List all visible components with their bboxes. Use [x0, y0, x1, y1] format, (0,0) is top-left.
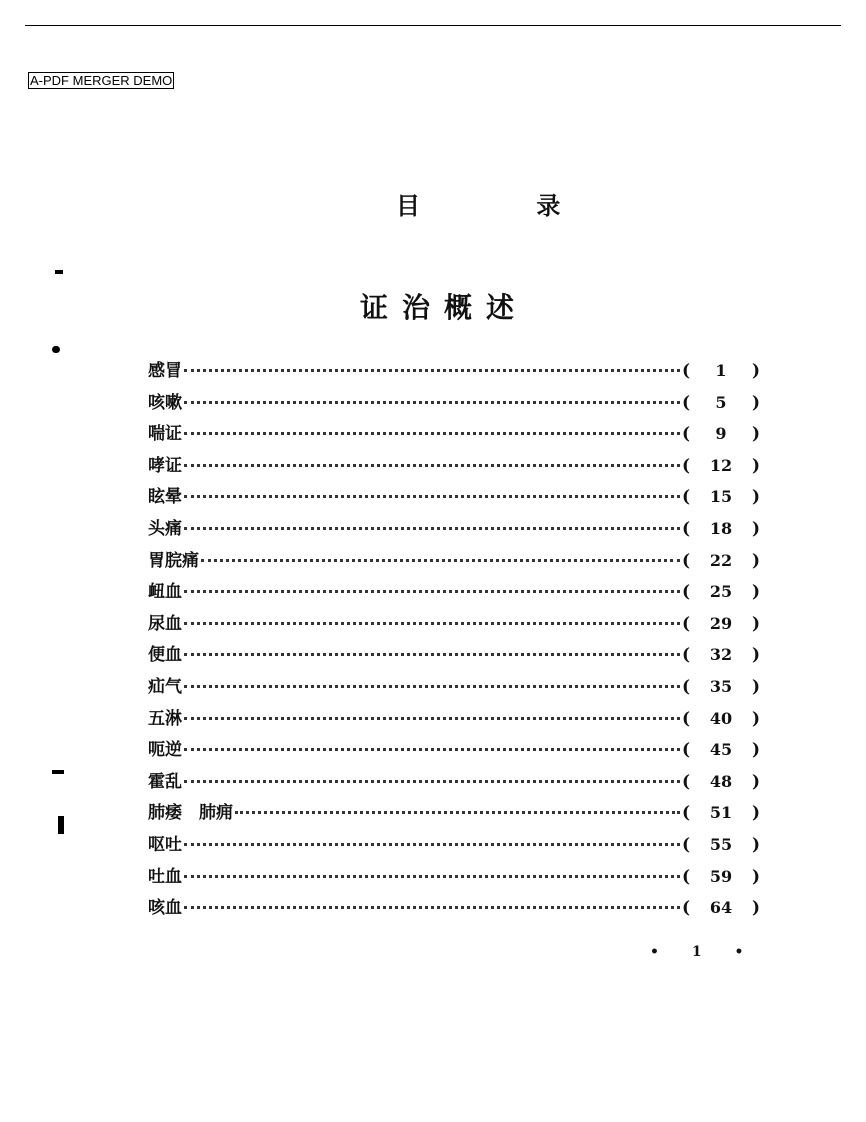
- toc-entry-title: 喘证: [148, 424, 182, 445]
- toc-entry-page: [682, 740, 760, 760]
- close-paren: ): [751, 487, 760, 508]
- toc-entry-title: 头痛: [148, 518, 182, 539]
- toc-entry[interactable]: [148, 893, 760, 925]
- toc-entry-title: 感冒: [148, 361, 182, 381]
- toc-entry-title: 尿血: [148, 613, 182, 634]
- close-paren: ): [751, 676, 760, 697]
- open-paren: (: [682, 361, 691, 381]
- close-paren: ): [751, 740, 760, 761]
- close-paren: ): [751, 866, 760, 887]
- dot-leader: [184, 621, 680, 625]
- toc-entry-page: [682, 645, 760, 665]
- toc-entry-page: [682, 614, 760, 634]
- open-paren: (: [682, 455, 691, 476]
- close-paren: ): [751, 361, 760, 381]
- toc-entry-title: 咳嗽: [148, 392, 182, 413]
- toc-entry-title: 哮证: [148, 455, 182, 476]
- open-paren: (: [682, 803, 691, 824]
- toc-page-number: 15: [709, 487, 733, 507]
- toc-entry[interactable]: [148, 640, 760, 672]
- toc-entry[interactable]: [148, 577, 760, 609]
- toc-entry[interactable]: [148, 862, 760, 894]
- dot-leader: [184, 526, 680, 530]
- toc-entry-page: [682, 456, 760, 476]
- open-paren: (: [682, 708, 691, 729]
- toc-page-number: 12: [709, 455, 733, 475]
- watermark-label: A-PDF MERGER DEMO: [30, 73, 173, 88]
- toc-entry[interactable]: [148, 482, 760, 514]
- toc-entry-title: 衄血: [148, 582, 182, 603]
- toc-entry-page: [682, 393, 760, 413]
- toc-page-number: 48: [709, 771, 733, 791]
- open-paren: (: [682, 676, 691, 697]
- table-of-contents: [148, 356, 760, 925]
- dot-leader: [235, 810, 680, 814]
- toc-entry-page: [682, 551, 760, 571]
- close-paren: ): [751, 645, 760, 666]
- toc-entry[interactable]: [148, 419, 760, 451]
- toc-entry[interactable]: [148, 451, 760, 483]
- toc-entry-title: 呕吐: [148, 834, 182, 855]
- toc-page-number: 40: [709, 708, 733, 728]
- open-paren: (: [682, 771, 691, 792]
- toc-entry-title: 眩晕: [148, 487, 182, 508]
- toc-entry-page: [682, 835, 760, 855]
- toc-page-number: 35: [709, 676, 733, 696]
- dot-leader: [184, 842, 680, 846]
- close-paren: ): [751, 803, 760, 824]
- close-paren: ): [751, 582, 760, 603]
- toc-page-number: 22: [709, 550, 733, 570]
- close-paren: ): [751, 455, 760, 476]
- page-title: 目 录: [396, 191, 615, 220]
- close-paren: ): [751, 834, 760, 855]
- toc-page-number: 29: [709, 613, 733, 633]
- toc-entry[interactable]: [148, 546, 760, 578]
- dot-leader: [184, 874, 680, 878]
- top-rule: [25, 25, 841, 26]
- toc-page-number: 64: [709, 898, 733, 918]
- toc-entry-title: 吐血: [148, 866, 182, 887]
- dot-leader: [184, 589, 680, 593]
- toc-entry-page: [682, 582, 760, 602]
- dot-leader: [184, 905, 680, 909]
- toc-entry[interactable]: [148, 798, 760, 830]
- dot-leader: [201, 558, 680, 562]
- open-paren: (: [682, 834, 691, 855]
- scan-speck: [58, 816, 64, 834]
- close-paren: ): [751, 550, 760, 571]
- open-paren: (: [682, 392, 691, 413]
- dot-leader: [184, 400, 680, 404]
- toc-page-number: 5: [715, 392, 727, 412]
- toc-entry-page: [682, 361, 760, 381]
- toc-page-number: 32: [709, 645, 733, 665]
- toc-entry-page: [682, 677, 760, 697]
- scan-speck: [55, 270, 63, 274]
- close-paren: ): [751, 392, 760, 413]
- close-paren: ): [751, 771, 760, 792]
- toc-entry[interactable]: [148, 767, 760, 799]
- dot-leader: [184, 716, 680, 720]
- toc-entry-title: 五淋: [148, 708, 182, 729]
- close-paren: ): [751, 708, 760, 729]
- toc-entry-page: [682, 487, 760, 507]
- toc-entry-title: 便血: [148, 645, 182, 666]
- toc-entry[interactable]: [148, 514, 760, 546]
- dot-leader: [184, 431, 680, 435]
- toc-page-number: 25: [709, 582, 733, 602]
- dot-leader: [184, 494, 680, 498]
- toc-page-number: 9: [715, 424, 727, 444]
- dot-leader: [184, 652, 680, 656]
- toc-entry-title: 胃脘痛: [148, 550, 199, 571]
- dot-leader: [184, 368, 680, 372]
- toc-page-number: 45: [709, 740, 733, 760]
- close-paren: ): [751, 424, 760, 445]
- close-paren: ): [751, 518, 760, 539]
- open-paren: (: [682, 740, 691, 761]
- open-paren: (: [682, 645, 691, 666]
- toc-entry-page: [682, 424, 760, 444]
- toc-page-number: 1: [715, 361, 727, 380]
- open-paren: (: [682, 487, 691, 508]
- toc-page-number: 18: [709, 518, 733, 538]
- open-paren: (: [682, 550, 691, 571]
- toc-entry[interactable]: [148, 388, 760, 420]
- dot-leader: [184, 684, 680, 688]
- toc-entry-title: 霍乱: [148, 771, 182, 792]
- page-number: • 1 •: [650, 944, 758, 960]
- toc-entry[interactable]: [148, 704, 760, 736]
- toc-entry-page: [682, 898, 760, 918]
- toc-entry-title: 疝气: [148, 676, 182, 697]
- open-paren: (: [682, 898, 691, 919]
- scan-speck: [52, 770, 64, 774]
- toc-entry[interactable]: [148, 830, 760, 862]
- toc-entry[interactable]: [148, 672, 760, 704]
- toc-entry[interactable]: [148, 735, 760, 767]
- toc-page-number: 59: [709, 866, 733, 886]
- toc-entry-page: [682, 772, 760, 792]
- dot-leader: [184, 747, 680, 751]
- close-paren: ): [751, 898, 760, 919]
- open-paren: (: [682, 518, 691, 539]
- close-paren: ): [751, 613, 760, 634]
- toc-entry-page: [682, 867, 760, 887]
- toc-entry[interactable]: [148, 609, 760, 641]
- toc-entry-page: [682, 709, 760, 729]
- dot-leader: [184, 463, 680, 467]
- toc-entry-page: [682, 803, 760, 823]
- scan-speck: [52, 346, 60, 353]
- toc-page-number: 51: [709, 803, 733, 823]
- open-paren: (: [682, 582, 691, 603]
- toc-page-number: 55: [709, 834, 733, 854]
- dot-leader: [184, 779, 680, 783]
- toc-entry-page: [682, 519, 760, 539]
- open-paren: (: [682, 424, 691, 445]
- toc-entry-title: 咳血: [148, 898, 182, 919]
- toc-entry[interactable]: [148, 356, 760, 388]
- section-title: 证治概述: [360, 291, 529, 324]
- toc-entry-title: 肺痿 肺痈: [148, 803, 233, 824]
- open-paren: (: [682, 866, 691, 887]
- open-paren: (: [682, 613, 691, 634]
- toc-entry-title: 呃逆: [148, 740, 182, 761]
